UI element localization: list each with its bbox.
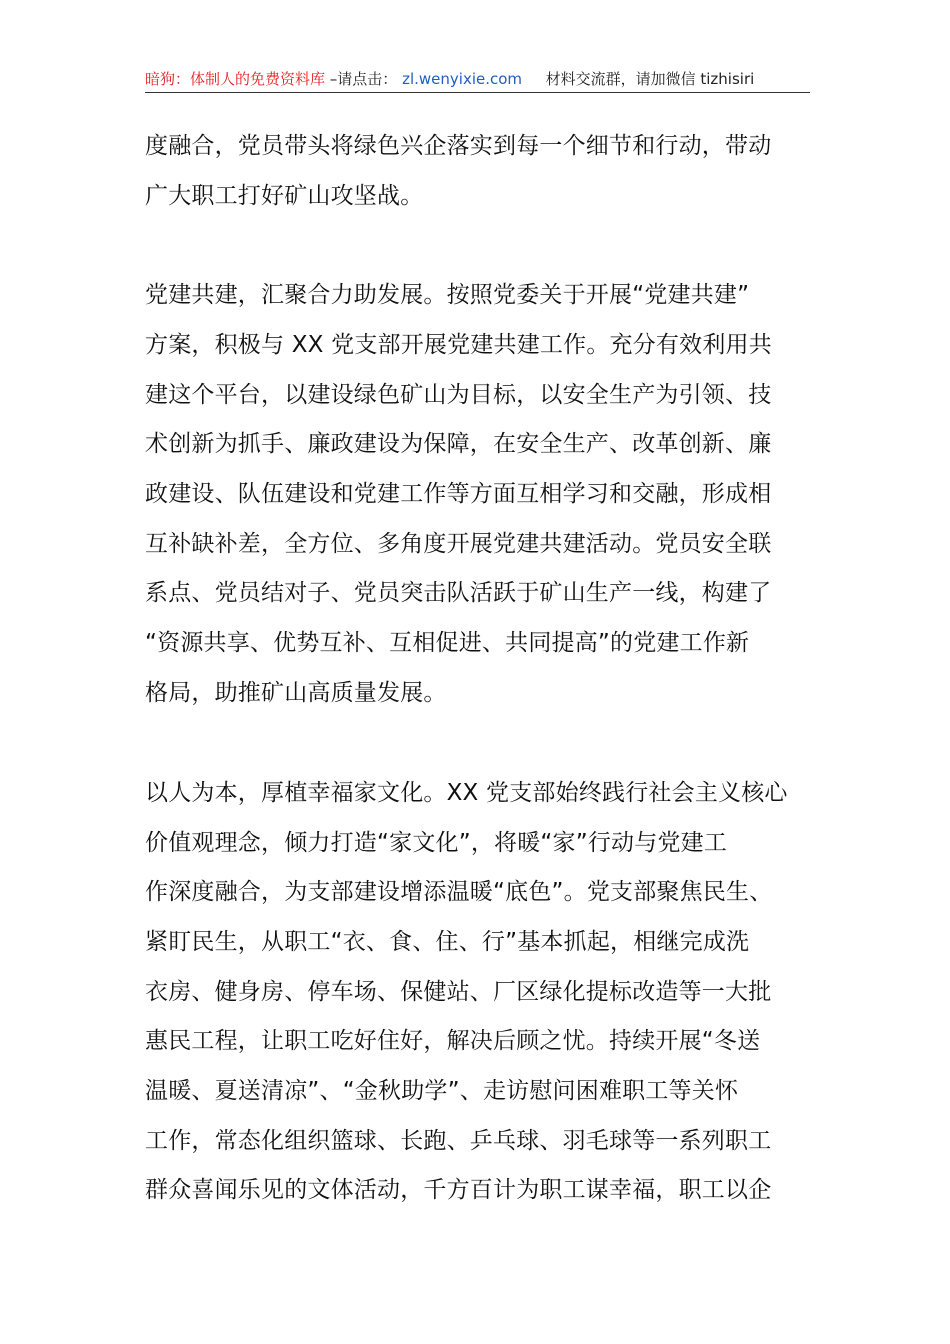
body-line: 术创新为抓手、廉政建设为保障，在安全生产、改革创新、廉 xyxy=(145,431,772,457)
page-header xyxy=(145,66,810,93)
body-line: 群众喜闻乐见的文体活动，千方百计为职工谋幸福，职工以企 xyxy=(145,1177,772,1203)
body-line: 度融合，党员带头将绿色兴企落实到每一个细节和行动，带动 xyxy=(145,133,772,159)
header-brand: 暗狗：体制人的免费资料库 xyxy=(145,70,326,88)
body-line: 党建共建，汇聚合力助发展。按照党委关于开展“党建共建” xyxy=(145,282,750,308)
body-line: 互补缺补差，全方位、多角度开展党建共建活动。党员安全联 xyxy=(145,531,772,557)
body-line: 惠民工程，让职工吃好住好，解决后顾之忧。持续开展“冬送 xyxy=(145,1028,761,1054)
body-line: 以人为本，厚植幸福家文化。XX 党支部始终践行社会主义核心 xyxy=(145,780,788,806)
body-line: 紧盯民生，从职工“衣、食、住、行”基本抓起，相继完成洗 xyxy=(145,929,750,955)
body-line: 格局，助推矿山高质量发展。 xyxy=(145,680,447,706)
body-line: 温暖、夏送清凉”、“金秋助学”、走访慰问困难职工等关怀 xyxy=(145,1078,739,1104)
body-line: 系点、党员结对子、党员突击队活跃于矿山生产一线，构建了 xyxy=(145,580,772,606)
body-line: 价值观理念，倾力打造“家文化”，将暖“家”行动与党建工 xyxy=(145,830,728,856)
header-url-link[interactable]: zl.wenyixie.com xyxy=(402,70,523,88)
body-line: 建这个平台，以建设绿色矿山为目标，以安全生产为引领、技 xyxy=(145,382,772,408)
header-click-prompt: –请点击： xyxy=(329,70,398,88)
body-line: 方案，积极与 XX 党支部开展党建共建工作。充分有效利用共 xyxy=(145,332,772,358)
body-line: 政建设、队伍建设和党建工作等方面互相学习和交融，形成相 xyxy=(145,481,772,507)
body-line: “资源共享、优势互补、互相促进、共同提高”的党建工作新 xyxy=(145,630,750,656)
header-wechat-note: 材料交流群，请加微信 tizhisiri xyxy=(545,70,755,88)
body-line: 衣房、健身房、停车场、保健站、厂区绿化提标改造等一大批 xyxy=(145,979,772,1005)
body-line: 广大职工打好矿山攻坚战。 xyxy=(145,183,424,209)
body-line: 工作，常态化组织篮球、长跑、乒乓球、羽毛球等一系列职工 xyxy=(145,1128,772,1154)
body-line: 作深度融合，为支部建设增添温暖“底色”。党支部聚焦民生、 xyxy=(145,879,773,905)
